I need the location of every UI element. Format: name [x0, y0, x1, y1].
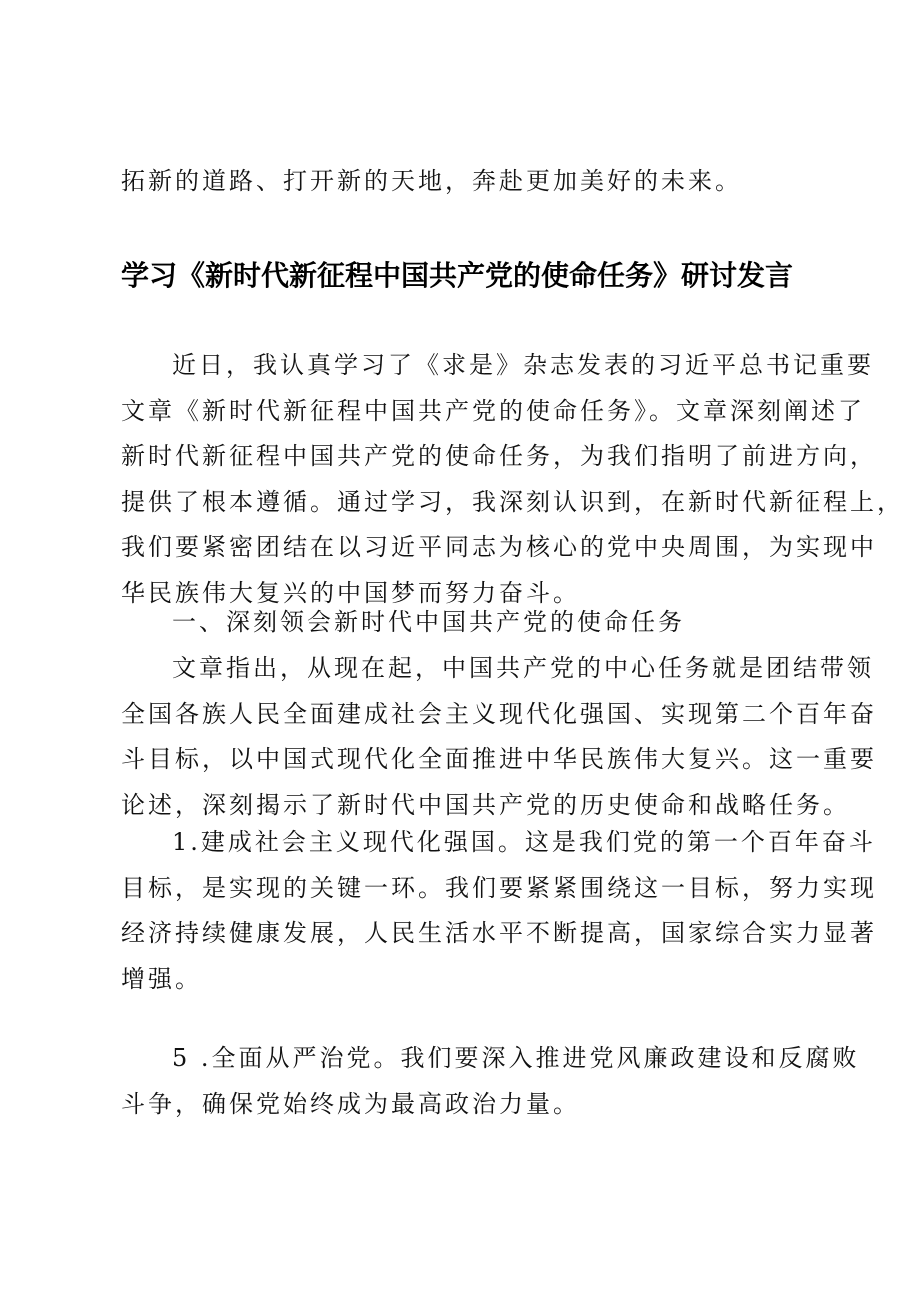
- text-line: 一、深刻领会新时代中国共产党的使命任务: [172, 608, 685, 636]
- document-title: 学习《新时代新征程中国共产党的使命任务》研讨发言: [121, 259, 794, 292]
- paragraph-mission: [121, 646, 877, 828]
- section-heading: [172, 600, 685, 646]
- paragraph-point-1: [121, 820, 877, 1002]
- text-line: 经济持续健康发展，人民生活水平不断提高，国家综合实力显著: [121, 919, 877, 947]
- text-line: 论述，深刻揭示了新时代中国共产党的历史使命和战略任务。: [121, 790, 850, 819]
- text-line: 新时代新征程中国共产党的使命任务，为我们指明了前进方向，: [121, 442, 877, 470]
- text-line: 增强。: [121, 964, 202, 993]
- text-line: 5 .全面从严治党。我们要深入推进党风廉政建设和反腐败: [172, 1044, 860, 1072]
- text-line: 近日，我认真学习了《求是》杂志发表的习近平总书记重要: [172, 351, 874, 379]
- paragraph-intro: [121, 343, 904, 616]
- text-line: 斗目标，以中国式现代化全面推进中华民族伟大复兴。这一重要: [121, 745, 877, 773]
- text-line: 1.建成社会主义现代化强国。这是我们党的第一个百年奋斗: [172, 828, 876, 856]
- text-line: 文章指出，从现在起，中国共产党的中心任务就是团结带领: [172, 654, 874, 682]
- text-line: 华民族伟大复兴的中国梦而努力奋斗。: [121, 578, 580, 607]
- intro-line: [121, 159, 742, 205]
- paragraph-point-5: [121, 1036, 860, 1127]
- text-line: 拓新的道路、打开新的天地，奔赴更加美好的未来。: [121, 167, 742, 195]
- text-line: 提供了根本遵循。通过学习，我深刻认识到，在新时代新征程上，: [121, 487, 904, 516]
- text-line: 斗争，确保党始终成为最高政治力量。: [121, 1089, 580, 1118]
- text-line: 我们要紧密团结在以习近平同志为核心的党中央周围，为实现中: [121, 533, 877, 561]
- text-line: 文章《新时代新征程中国共产党的使命任务》。文章深刻阐述了: [121, 396, 865, 425]
- text-line: 全国各族人民全面建成社会主义现代化强国、实现第二个百年奋: [121, 699, 877, 728]
- text-line: 目标，是实现的关键一环。我们要紧紧围绕这一目标，努力实现: [121, 873, 877, 902]
